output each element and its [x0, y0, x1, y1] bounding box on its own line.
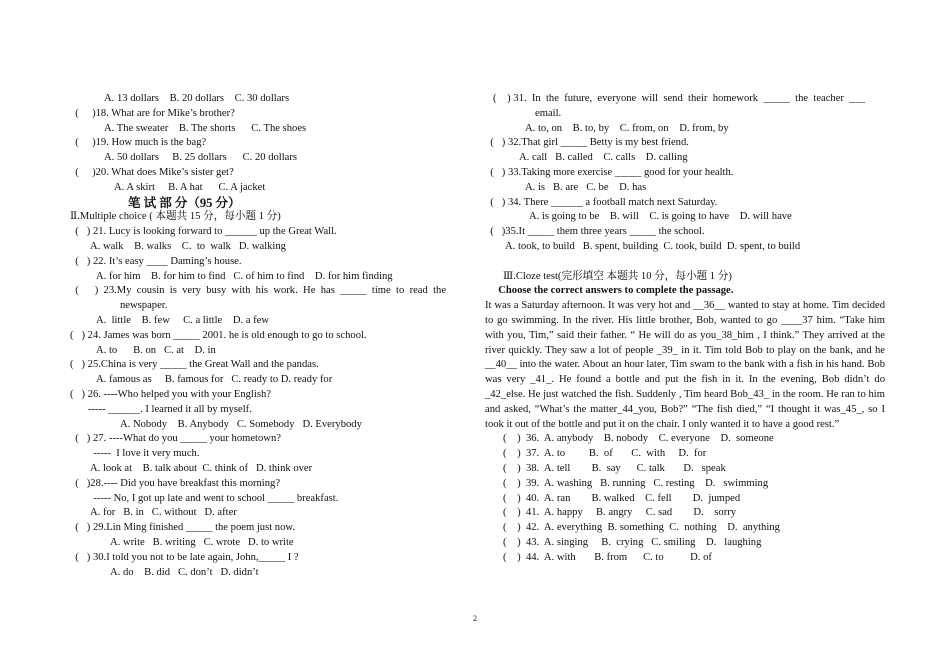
- left-line: A. to B. on C. at D. in: [96, 344, 216, 356]
- left-line: A. A skirt B. A hat C. A jacket: [114, 181, 266, 193]
- left-line: Ⅱ.Multiple choice ( 本题共 15 分，每小题 1 分): [70, 211, 281, 223]
- right-line: A. is going to be B. will C. is going to have D. will have: [529, 211, 792, 223]
- right-line: Ⅲ.Cloze test(完形填空 本题共 10 分，每小题 1 分): [503, 270, 732, 282]
- left-line: ( ) 24. James was born _____ 2001. he is old enough to go to school.: [70, 329, 367, 341]
- left-line: ( ) 23.My cousin is very busy with his work. He has _____ time to read the: [70, 285, 447, 297]
- left-line: ( ) 29.Lin Ming finished _____ the poem just now.: [70, 522, 295, 534]
- cloze-line: ( ) 41. A. happy B. angry C. sad D. sorry: [503, 507, 737, 519]
- cloze-line: ( ) 39. A. washing B. running C. resting D. swimming: [503, 477, 769, 489]
- left-line: newspaper.: [120, 300, 168, 312]
- cloze-line: ( ) 36. A. anybody B. nobody C. everyone D. someone: [503, 433, 774, 445]
- left-line: ( ) 21. Lucy is looking forward to ______ up the Great Wall.: [70, 226, 337, 238]
- left-line: 笔 试 部 分（95 分）: [128, 195, 241, 210]
- left-line: ----- I love it very much.: [88, 448, 200, 460]
- left-line: A. Nobody B. Anybody C. Somebody D. Everybody: [120, 418, 362, 430]
- right-column: [485, 92, 885, 566]
- right-line: A. is B. are C. be D. has: [525, 181, 647, 193]
- left-line: A. do B. did C. don’t D. didn’t: [110, 566, 259, 578]
- left-line: A. little B. few C. a little D. a few: [96, 314, 269, 326]
- right-line: email.: [535, 107, 562, 119]
- left-line: ( ) 30.I told you not to be late again, John,_____ I ?: [70, 551, 299, 563]
- right-line: Choose the correct answers to complete the passage.: [485, 285, 734, 297]
- right-line: ( ) 34. There ______ a football match next Saturday.: [485, 196, 718, 208]
- left-line: ( )19. How much is the bag?: [70, 137, 207, 149]
- left-line: A. for B. in C. without D. after: [90, 507, 237, 519]
- left-line: ( )18. What are for Mike’s brother?: [70, 107, 235, 119]
- cloze-line: ( ) 43. A. singing B. crying C. smiling D. laughing: [503, 536, 762, 548]
- right-line: ( ) 33.Taking more exercise _____ good for your health.: [485, 166, 734, 178]
- cloze-line: ( ) 42. A. everything B. something C. nothing D. anything: [503, 522, 780, 534]
- left-line: ----- ______. I learned it all by myself.: [88, 403, 252, 415]
- left-line: ( ) 22. It’s easy ____ Daming’s house.: [70, 255, 242, 267]
- left-line: A. The sweater B. The shorts C. The shoes: [104, 122, 307, 134]
- left-line: ----- No, I got up late and went to school _____ breakfast.: [88, 492, 339, 504]
- cloze-line: ( ) 37. A. to B. of C. with D. for: [503, 448, 707, 460]
- left-line: A. write B. writing C. wrote D. to write: [110, 536, 294, 548]
- right-line: A. call B. called C. calls D. calling: [519, 152, 688, 164]
- cloze-line: ( ) 38. A. tell B. say C. talk D. speak: [503, 462, 726, 474]
- right-line: A. to, on B. to, by C. from, on D. from, by: [525, 122, 729, 134]
- left-line: ( ) 26. ----Who helped you with your English?: [70, 388, 271, 400]
- multiple-choice-continued: [485, 92, 885, 299]
- left-line: ( )28.---- Did you have breakfast this morning?: [70, 477, 281, 489]
- right-line: ( )35.It _____ them three years _____ the school.: [485, 226, 705, 238]
- left-line: ( ) 27. ----What do you _____ your hometown?: [70, 433, 281, 445]
- left-line: A. walk B. walks C. to walk D. walking: [90, 240, 286, 252]
- left-line: A. 50 dollars B. 25 dollars C. 20 dollars: [104, 152, 298, 164]
- left-line: A. for him B. for him to find C. of him to find D. for him finding: [96, 270, 393, 282]
- left-column: [70, 92, 468, 580]
- right-line: ( ) 31. In the future, everyone will send their homework _____ the teacher ___: [493, 93, 866, 104]
- left-line: A. look at B. talk about C. think of D. think over: [90, 462, 313, 474]
- left-line: A. famous as B. famous for C. ready to D. ready for: [96, 374, 333, 386]
- cloze-passage: It was a Saturday afternoon. It was very hot and __36__ wanted to stay at home. Tim decided to go swimming. In the river. His little brother, Bob, wanted to go ____37 him. “Take him with you, Tim,” said their father. “ He will do as you_38_him , I think.” They arrived at the river quickly. They saw a lot of people _39_ in it. Tim told Bob to play on the bank, and he __40__ into the water. About an hour later, Tim swam to the bank with a fish in his hand. Bob was very _41_. He found a bottle and put the fish in it. In the evening, Bob didn’t do _42_else. He just watched the fish. Suddenly , Tim heard Bob_43_ in the room. He ran to him and asked, “What’s the matter_44_you, Bob?” “The fish died,” “I thought it was_45_, so I took it out of the bottle and put it on the chair. I only wanted it to have a good rest.”: [485, 300, 885, 430]
- right-line: ( ) 32.That girl _____ Betty is my best friend.: [485, 137, 689, 149]
- left-line: ( ) 25.China is very _____ the Great Wall and the pandas.: [70, 359, 319, 371]
- cloze-line: ( ) 40. A. ran B. walked C. fell D. jumped: [503, 492, 741, 504]
- left-line: ( )20. What does Mike’s sister get?: [70, 166, 234, 178]
- cloze-line: ( ) 44. A. with B. from C. to D. of: [503, 551, 712, 563]
- right-line: [485, 255, 885, 270]
- right-line: A. took, to build B. spent, building C. took, build D. spent, to build: [505, 240, 801, 252]
- left-line: A. 13 dollars B. 20 dollars C. 30 dollars: [104, 93, 290, 104]
- page-number: 2: [473, 614, 477, 623]
- cloze-questions: [485, 432, 885, 565]
